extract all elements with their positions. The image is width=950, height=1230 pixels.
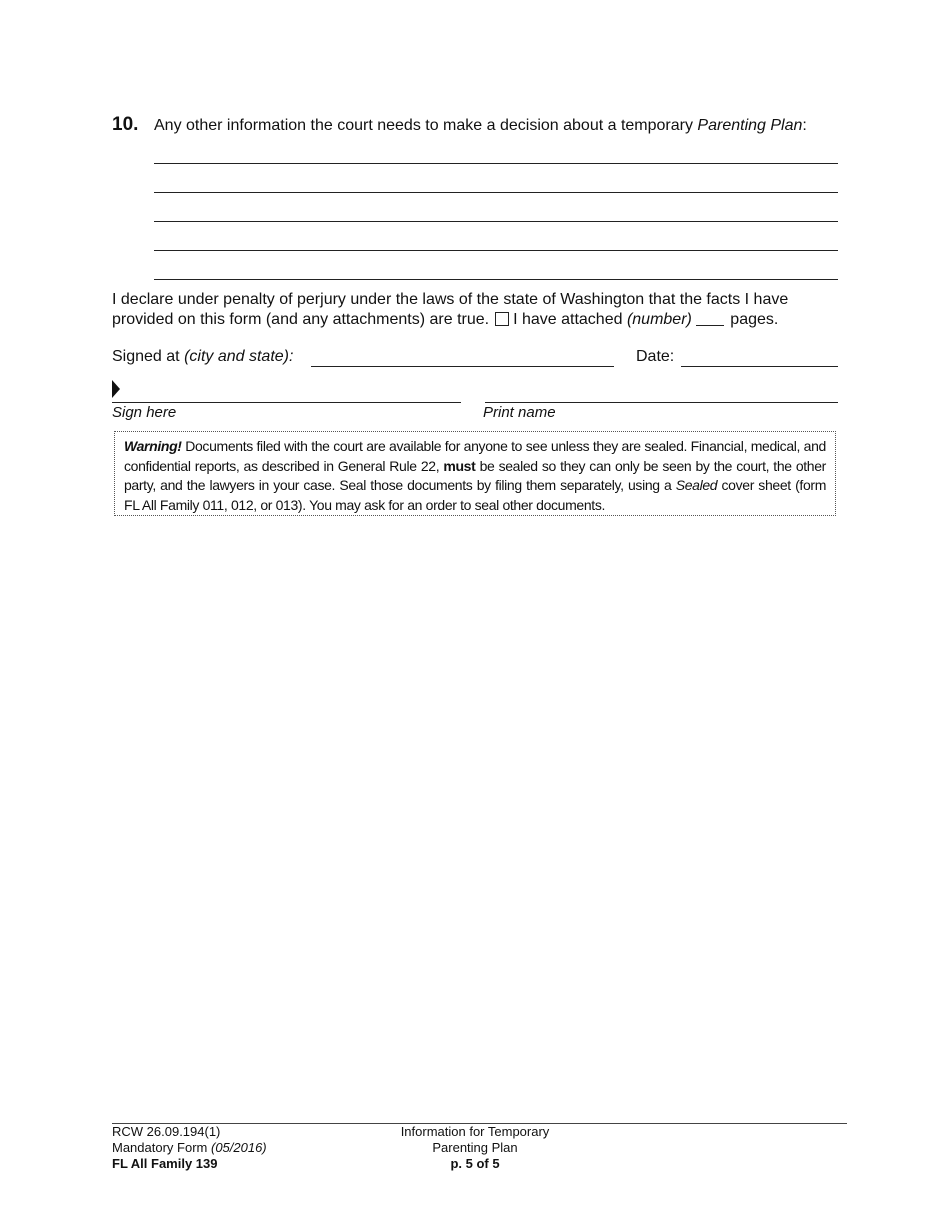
declaration-text: provided on this form (and any attachments) are true. (112, 311, 490, 328)
attachments-checkbox[interactable] (495, 312, 509, 326)
sign-arrow-icon (112, 380, 120, 398)
city-state-label: (city and state): (184, 348, 294, 365)
signed-at-prefix: Signed at (112, 348, 185, 365)
print-name-label: Print name (483, 404, 556, 421)
answer-line-5[interactable] (154, 279, 838, 280)
perjury-declaration (112, 290, 842, 330)
answer-line-2[interactable] (154, 192, 838, 193)
footer-form-id: FL All Family 139 (112, 1156, 218, 1171)
page-count-field[interactable] (696, 311, 724, 326)
attached-prefix: I have attached (513, 311, 627, 328)
attached-number-label: (number) (626, 311, 692, 328)
signed-at-label (112, 348, 293, 366)
footer-title-line-1: Information for Temporary (400, 1124, 550, 1139)
footer-page-number: p. 5 of 5 (450, 1156, 500, 1171)
warning-title: Warning! (124, 438, 182, 454)
footer-mandatory-prefix: Mandatory Form (112, 1140, 211, 1155)
footer-mandatory (112, 1140, 267, 1156)
footer-rcw: RCW 26.09.194(1) (112, 1124, 221, 1139)
attached-suffix: pages. (730, 311, 779, 328)
sign-here-label: Sign here (112, 404, 177, 421)
warning-sealed: Sealed (675, 477, 718, 493)
question-colon: : (802, 117, 807, 134)
section-number: 10. (112, 114, 139, 135)
declaration-line-2 (112, 310, 842, 330)
answer-line-4[interactable] (154, 250, 838, 251)
question-italic: Parenting Plan (697, 117, 803, 134)
print-name-field[interactable] (485, 402, 838, 403)
answer-line-1[interactable] (154, 163, 838, 164)
date-label: Date: (636, 348, 675, 365)
question-text: Any other information the court needs to make a decision about a temporary (154, 117, 698, 134)
footer-center (375, 1124, 575, 1172)
signature-field[interactable] (112, 402, 461, 403)
declaration-line-1: I declare under penalty of perjury under the laws of the state of Washington that the facts I have (112, 291, 789, 308)
footer-left (112, 1124, 267, 1172)
warning-text-2: be sealed so they can only be seen by the court, the other party, and the lawyers in your case. Seal those documents by filing them separately, using a (124, 457, 826, 493)
warning-text-3: cover sheet (form FL All Family 011, 012, or 013). You may ask for an order to seal other documents. (124, 477, 827, 513)
warning-must: must (443, 457, 476, 474)
city-state-field[interactable] (311, 366, 614, 367)
footer-title-line-2: Parenting Plan (432, 1140, 518, 1155)
warning-text-1: Documents filed with the court are available for anyone to see unless they are sealed. Financial, medical, and confidential reports, as described in General Rule 22, (124, 438, 826, 474)
footer-mandatory-date: (05/2016) (210, 1140, 267, 1155)
answer-line-3[interactable] (154, 221, 838, 222)
warning-box (114, 431, 836, 516)
date-field[interactable] (681, 366, 838, 367)
section-10-question (154, 117, 807, 135)
